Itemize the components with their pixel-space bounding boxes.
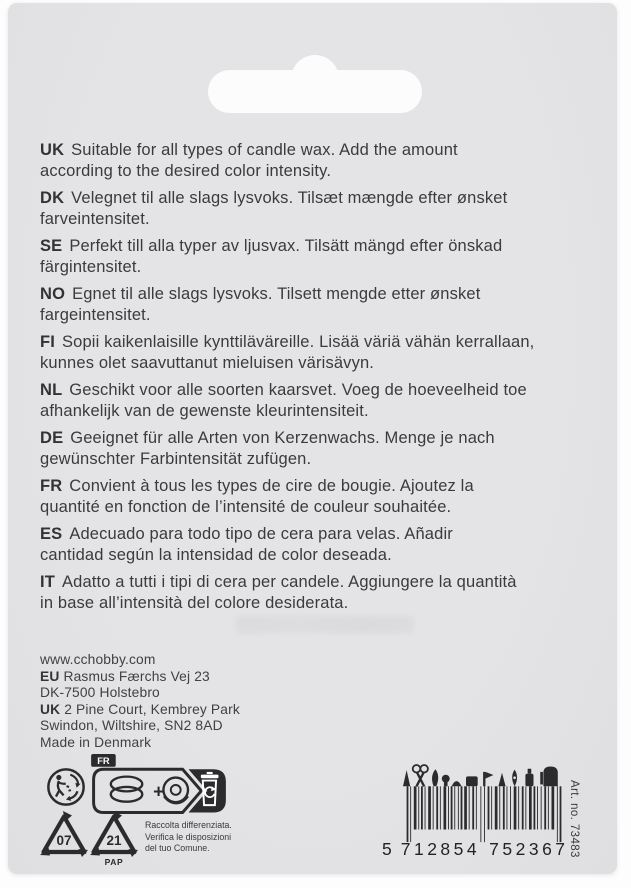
plus-sign: + — [153, 780, 165, 802]
instruction-de-line1: Geeignet für alle Arten von Kerzenwachs. Menge je nach — [70, 429, 495, 447]
barcode-group1: 712854 — [400, 839, 481, 859]
instruction-it — [40, 572, 605, 614]
euro-hang-slot-bump — [291, 55, 339, 87]
instruction-dk-line2: farveintensitet. — [40, 210, 150, 228]
language-code-dk: DK — [40, 189, 65, 207]
barcode-digits — [382, 839, 569, 860]
language-code-fi: FI — [40, 333, 55, 351]
barcode-lead-digit: 5 — [382, 839, 392, 859]
sorting-note-line1: Raccolta differenziata. — [145, 820, 232, 830]
instruction-no-line2: fargeintensitet. — [40, 306, 151, 324]
instruction-no — [40, 284, 605, 326]
language-code-uk: UK — [40, 141, 65, 159]
instruction-de-line2: gewünschter Farbintensität zufügen. — [40, 450, 312, 468]
instruction-fi-line1: Sopii kaikenlaisille kynttiläväreille. Lisää väriä vähän kerrallaan, — [61, 333, 535, 351]
instruction-dk — [40, 188, 605, 230]
eu-address-line1: EU Rasmus Færchs Vej 23 — [40, 668, 210, 684]
eu-label: EU — [40, 668, 60, 684]
website-url: www.cchobby.com — [40, 652, 156, 667]
resin-code: 07 — [56, 833, 72, 848]
instruction-de — [40, 428, 605, 470]
instruction-se-line1: Perfekt till alla typer av ljusvax. Tilsätt mängd efter önskad — [69, 237, 503, 255]
instruction-fi — [40, 332, 605, 374]
triman-sorting-icon — [89, 754, 229, 819]
instruction-nl-line2: afhankelijk van de gewenste kleurintensiteit. — [40, 402, 369, 420]
sorting-note-it — [145, 820, 232, 855]
made-in-origin: Made in Denmark — [40, 734, 152, 750]
instruction-se — [40, 236, 605, 278]
instruction-fr-line2: quantité en fonction de l’intensité de couleur souhaitée. — [40, 498, 452, 516]
instruction-uk-line2: according to the desired color intensity. — [40, 162, 332, 180]
instructions-list — [40, 140, 605, 620]
instruction-fi-line2: kunnes olet saavuttanut mieluisen värisävyn. — [40, 354, 375, 372]
recycle-triangle-21-pap-icon — [90, 811, 138, 867]
tidyman-recycle-icon — [45, 766, 87, 813]
instruction-se-line2: färgintensitet. — [40, 258, 142, 276]
sorting-note-line2: Verifica le disposizioni — [145, 831, 232, 842]
instruction-uk-line1: Suitable for all types of candle wax. Add the amount — [71, 141, 458, 159]
faint-print-smudge — [236, 616, 414, 633]
instruction-fr-line1: Convient à tous les types de cire de bougie. Ajoutez la — [69, 477, 474, 495]
instruction-it-line1: Adatto a tutti i tipi di cera per candele. Aggiungere la quantità — [61, 573, 517, 591]
language-code-no: NO — [40, 285, 66, 303]
sorting-note-line3: del tuo Comune. — [145, 843, 210, 853]
triman-region-label: FR — [97, 755, 110, 766]
uk-address-line2: Swindon, Wiltshire, SN2 8AD — [40, 718, 223, 734]
euro-hang-slot — [208, 70, 422, 113]
language-code-de: DE — [40, 429, 64, 447]
instruction-no-line1: Egnet til alle slags lysvoks. Tilsett mengde etter ønsket — [72, 285, 481, 303]
instruction-nl — [40, 380, 605, 422]
instruction-it-line2: in base all’intensità del colore desiderata. — [40, 594, 349, 612]
package-back-panel — [8, 3, 617, 874]
instruction-es-line1: Adecuado para todo tipo de cera para velas. Añadir — [69, 525, 453, 543]
article-number: Art. no. 73483 — [568, 780, 580, 858]
instruction-dk-line1: Velegnet til alle slags lysvoks. Tilsæt mængde efter ønsket — [71, 189, 508, 207]
uk-address-line1: UK 2 Pine Court, Kembrey Park — [40, 701, 240, 717]
language-code-nl: NL — [40, 381, 63, 399]
eu-address-line2: DK-7500 Holstebro — [40, 685, 160, 701]
barcode-group2: 752367 — [489, 839, 569, 859]
language-code-se: SE — [40, 237, 63, 255]
instruction-uk — [40, 140, 605, 182]
instruction-es — [40, 524, 605, 566]
recycle-triangle-07-icon — [40, 811, 88, 862]
language-code-it: IT — [40, 573, 55, 591]
instruction-fr — [40, 476, 605, 518]
language-code-fr: FR — [40, 477, 63, 495]
barcode-block — [380, 757, 586, 869]
language-code-es: ES — [40, 525, 63, 543]
uk-label: UK — [40, 701, 61, 717]
paper-material-label: PAP — [104, 857, 124, 867]
instruction-nl-line1: Geschikt voor alle soorten kaarsvet. Voeg de hoeveelheid toe — [69, 381, 527, 399]
instruction-es-line2: cantidad según la intensidad de color deseada. — [40, 546, 392, 564]
paper-code: 21 — [106, 833, 122, 848]
contact-block — [40, 652, 240, 752]
